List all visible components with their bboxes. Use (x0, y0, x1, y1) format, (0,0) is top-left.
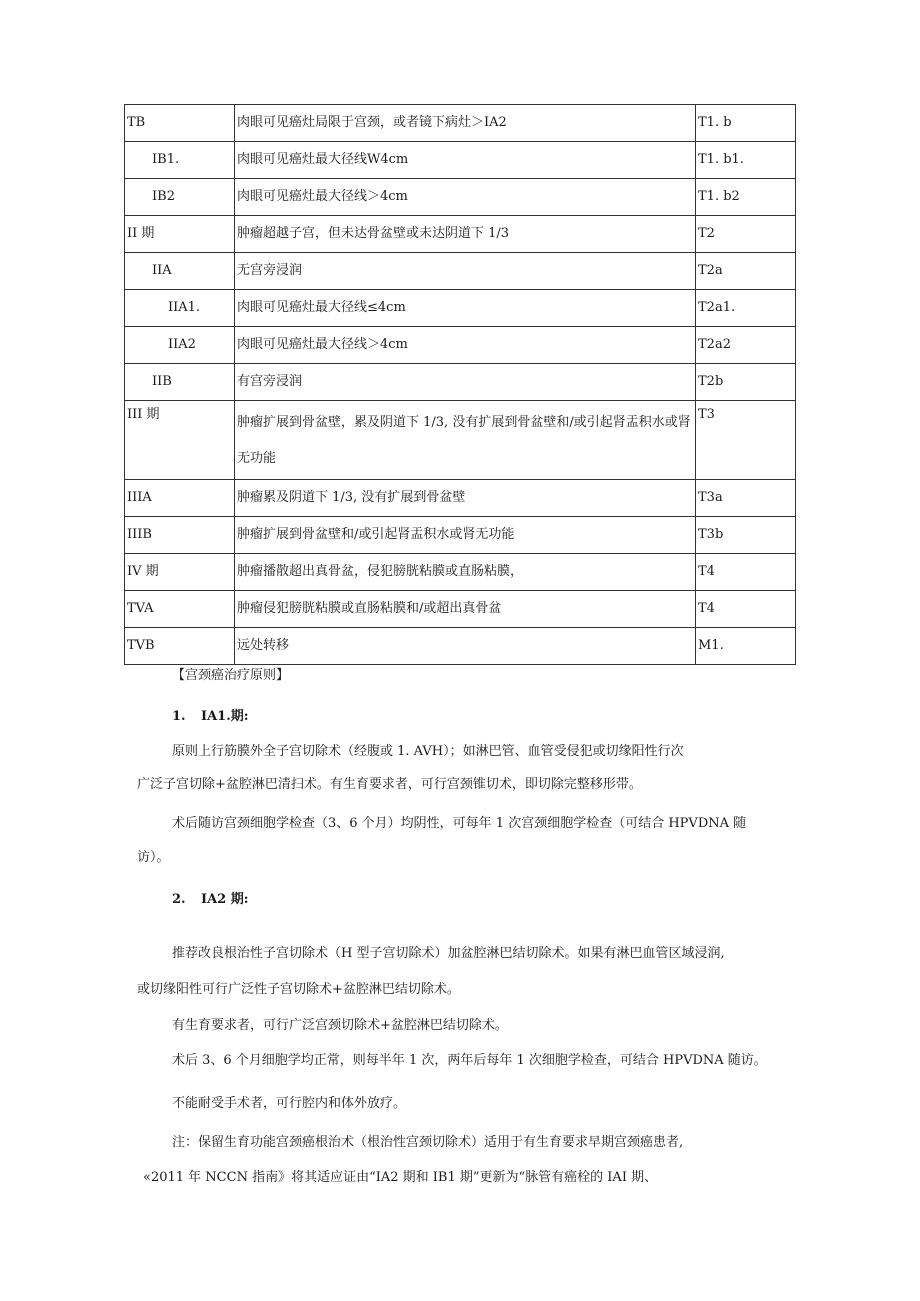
tnm-cell: T1. b1. (696, 142, 796, 179)
stage-cell: IB2 (125, 179, 235, 216)
heading-ia2-number: 2. (172, 892, 186, 907)
stage-cell: TVA (125, 591, 235, 628)
table-row (125, 142, 796, 179)
table-row (125, 105, 796, 142)
stage-cell: III 期 (125, 401, 235, 480)
stage-cell: IB1. (125, 142, 235, 179)
paragraph-fertility: 有生育要求者，可行广泛宫颈切除术+盆腔淋巴结切除术。 (172, 1018, 508, 1033)
description-cell: 肿瘤播散超出真骨盆，侵犯膀胱粘膜或直肠粘膜， (235, 554, 696, 591)
description-cell: 肉眼可见癌灶最大径线＞4cm (235, 327, 696, 364)
tnm-cell: T2a (696, 253, 796, 290)
heading-ia1: IA1.期: (201, 709, 249, 724)
paragraph-radiotherapy: 不能耐受手术者，可行腔内和体外放疗。 (172, 1096, 407, 1111)
section-title: 【宫颈癌治疗原则】 (172, 668, 290, 683)
stage-cell: IIA (125, 253, 235, 290)
description-cell: 有宫旁浸润 (235, 364, 696, 401)
description-cell: 远处转移 (235, 628, 696, 665)
stage-cell: TB (125, 105, 235, 142)
description-cell: 肉眼可见癌灶最大径线W4cm (235, 142, 696, 179)
tnm-cell: T2 (696, 216, 796, 253)
note-line2: «2011 年 NCCN 指南》将其适应证由“IA2 期和 IB1 期”更新为“脉管有癌栓的 IAI 期、 (143, 1170, 658, 1185)
tnm-cell: T3 (696, 401, 796, 480)
table-row (125, 290, 796, 327)
heading-ia1-number: 1. (172, 709, 186, 724)
tnm-cell: T2b (696, 364, 796, 401)
table-row (125, 628, 796, 665)
paragraph-followup-ia2: 术后 3、6 个月细胞学均正常，则每半年 1 次，两年后每年 1 次细胞学检查，可结合 HPVDNA 随访。 (172, 1053, 767, 1068)
paragraph-followup-line2: 访）。 (137, 850, 170, 865)
heading-ia2: IA2 期: (201, 892, 249, 907)
tnm-cell: T1. b2 (696, 179, 796, 216)
tnm-cell: T2a1. (696, 290, 796, 327)
table-row (125, 554, 796, 591)
description-cell: 肉眼可见癌灶局限于宫颈，或者镜下病灶＞IA2 (235, 105, 696, 142)
description-cell: 肿瘤扩展到骨盆壁和/或引起肾盂积水或肾无功能 (235, 517, 696, 554)
note-line1: 注：保留生育功能宫颈癌根治术（根治性宫颈切除术）适用于有生育要求早期宫颈癌患者, (172, 1135, 684, 1150)
description-cell: 肉眼可见癌灶最大径线≤4cm (235, 290, 696, 327)
table-row (125, 364, 796, 401)
table-row (125, 591, 796, 628)
table-row (125, 179, 796, 216)
tnm-cell: M1. (696, 628, 796, 665)
stage-cell: IIIB (125, 517, 235, 554)
table-row (125, 480, 796, 517)
paragraph-ia2-line1: 推荐改良根治性子宫切除术（H 型子宫切除术）加盆腔淋巴结切除术。如果有淋巴血管区域浸润, (172, 946, 725, 961)
tnm-cell: T4 (696, 591, 796, 628)
table-row (125, 401, 796, 480)
stage-cell: IIIA (125, 480, 235, 517)
tnm-cell: T4 (696, 554, 796, 591)
table-row (125, 327, 796, 364)
description-cell: 肿瘤超越子宫，但未达骨盆壁或未达阴道下 1/3 (235, 216, 696, 253)
paragraph-ia1-line2: 广泛子宫切除+盆腔淋巴清扫术。有生育要求者，可行宫颈锥切术，即切除完整移形带。 (137, 777, 642, 792)
stage-cell: IIA2 (125, 327, 235, 364)
table-row (125, 517, 796, 554)
description-cell: 肉眼可见癌灶最大径线＞4cm (235, 179, 696, 216)
paragraph-ia1-line1: 原则上行筋膜外全子宫切除术（经腹或 1. AVH）；如淋巴管、血管受侵犯或切缘阳性行次 (172, 744, 684, 759)
description-cell: 无宫旁浸润 (235, 253, 696, 290)
description-cell: 肿瘤累及阴道下 1/3, 没有扩展到骨盆壁 (235, 480, 696, 517)
stage-cell: II 期 (125, 216, 235, 253)
table-row (125, 253, 796, 290)
stage-cell: IV 期 (125, 554, 235, 591)
tnm-cell: T1. b (696, 105, 796, 142)
description-cell: 肿瘤侵犯膀胱粘膜或直肠粘膜和/或超出真骨盆 (235, 591, 696, 628)
stage-cell: IIA1. (125, 290, 235, 327)
description-cell: 肿瘤扩展到骨盆壁，累及阴道下 1/3, 没有扩展到骨盆壁和/或引起肾盂积水或肾无功能 (235, 401, 696, 480)
table-row (125, 216, 796, 253)
tnm-cell: T3b (696, 517, 796, 554)
paragraph-followup-line1: 术后随访宫颈细胞学检查（3、6 个月）均阴性，可每年 1 次宫颈细胞学检查（可结合 HPVDNA 随 (172, 816, 747, 831)
paragraph-ia2-line2: 或切缘阳性可行广泛性子宫切除术+盆腔淋巴结切除术。 (137, 982, 460, 997)
stage-cell: IIB (125, 364, 235, 401)
tnm-cell: T2a2 (696, 327, 796, 364)
tnm-cell: T3a (696, 480, 796, 517)
staging-table (124, 104, 796, 665)
stage-cell: TVB (125, 628, 235, 665)
